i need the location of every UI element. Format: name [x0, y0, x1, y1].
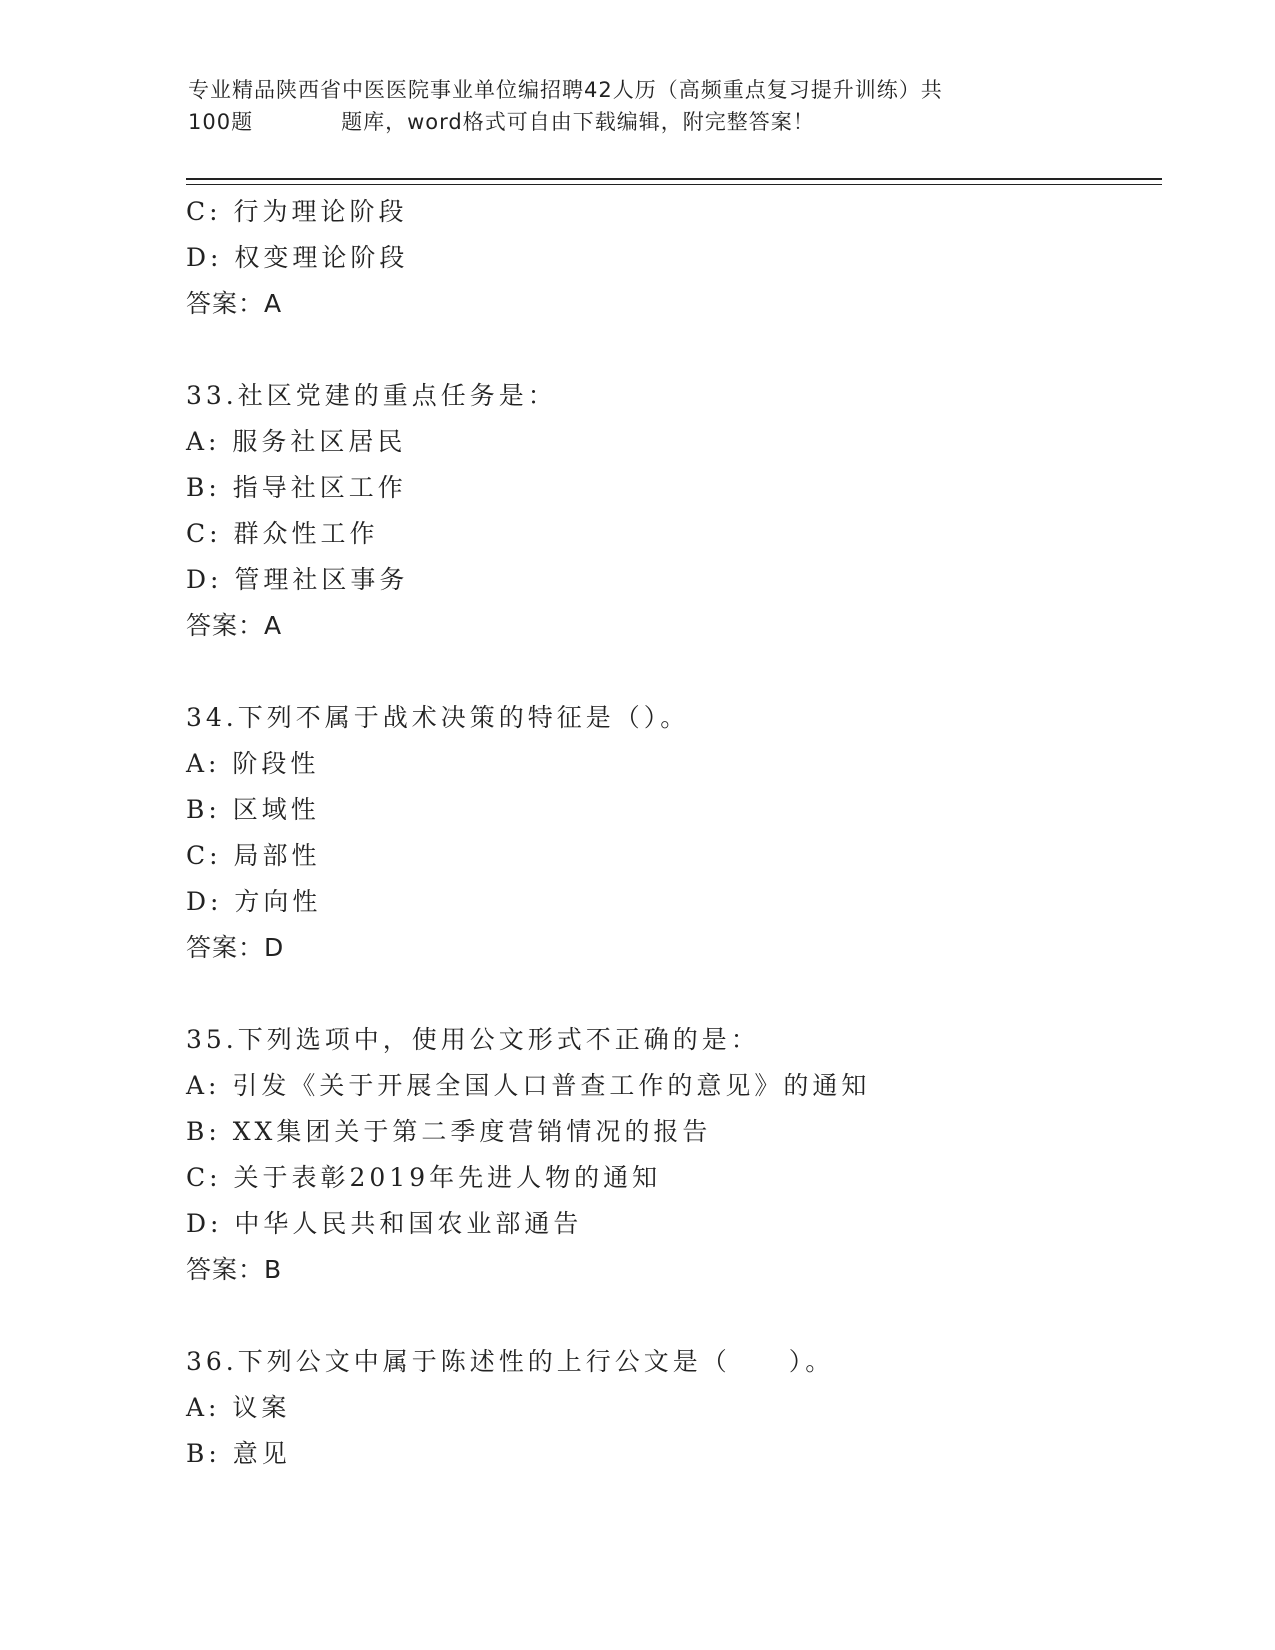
question-stem: 35.下列选项中，使用公文形式不正确的是：: [186, 1025, 760, 1054]
option-b: B: 指导社区工作: [186, 473, 407, 502]
option-a: A: 服务社区居民: [186, 427, 407, 456]
header-divider-thick: [186, 178, 1162, 180]
question-block-33: [186, 373, 1146, 649]
option-a: A: 阶段性: [186, 749, 320, 778]
document-header: [188, 74, 1068, 138]
question-block-34: [186, 695, 1146, 971]
option-b: B: 意见: [186, 1439, 291, 1468]
answer-line: 答案：D: [186, 933, 285, 962]
question-block-35: [186, 1017, 1146, 1293]
answer-line: 答案：B: [186, 1255, 283, 1284]
option-b: B: XX集团关于第二季度营销情况的报告: [186, 1117, 712, 1146]
option-c: C: 局部性: [186, 841, 321, 870]
header-divider-thin: [186, 184, 1162, 185]
question-list: [186, 189, 1146, 1477]
option-d: D: 管理社区事务: [186, 565, 409, 594]
option-c: C: 关于表彰2019年先进人物的通知: [186, 1163, 662, 1192]
spacer: [186, 1293, 1146, 1339]
answer-line: 答案：A: [186, 289, 283, 318]
question-stem: 33.社区党建的重点任务是：: [186, 381, 557, 410]
option-c: C: 行为理论阶段: [186, 197, 408, 226]
question-stem: 36.下列公文中属于陈述性的上行公文是（ ）。: [186, 1347, 835, 1376]
option-a: A: 议案: [186, 1393, 291, 1422]
answer-line: 答案：A: [186, 611, 283, 640]
option-a: A: 引发《关于开展全国人口普查工作的意见》的通知: [186, 1071, 871, 1100]
question-stem: 34.下列不属于战术决策的特征是（）。: [186, 703, 690, 732]
option-c: C: 群众性工作: [186, 519, 379, 548]
spacer: [186, 971, 1146, 1017]
option-b: B: 区域性: [186, 795, 320, 824]
header-title-line-2: 100题 题库，word格式可自由下载编辑，附完整答案！: [188, 110, 815, 134]
header-title-line-1: 专业精品陕西省中医医院事业单位编招聘42人历（高频重点复习提升训练）共: [188, 78, 943, 102]
option-d: D: 中华人民共和国农业部通告: [186, 1209, 583, 1238]
question-block-36: [186, 1339, 1146, 1477]
option-d: D: 方向性: [186, 887, 322, 916]
spacer: [186, 327, 1146, 373]
option-d: D: 权变理论阶段: [186, 243, 409, 272]
question-block-previous: [186, 189, 1146, 327]
spacer: [186, 649, 1146, 695]
